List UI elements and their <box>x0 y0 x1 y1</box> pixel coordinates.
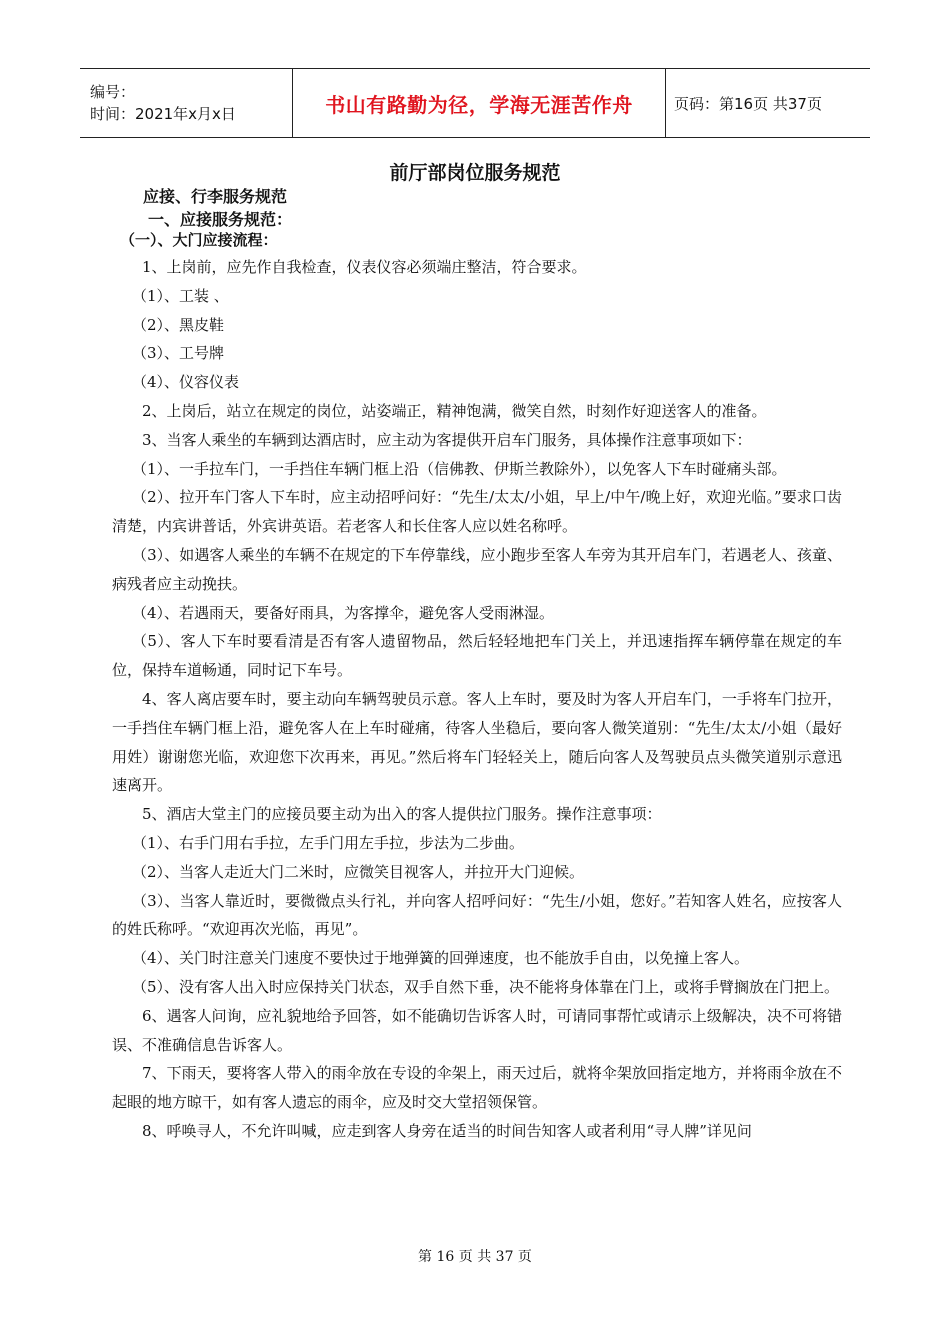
paragraph: （4）、仪容仪表 <box>132 373 240 392</box>
paragraph: （3）、当客人靠近时，要微微点头行礼，并向客人招呼问好：“先生/小姐，您好。”若知客人姓名，应按客人的姓氏称呼。“欢迎再次光临，再见”。 <box>112 891 842 939</box>
page-header <box>80 68 870 138</box>
header-meta <box>80 69 293 137</box>
document-body <box>112 253 842 1146</box>
header-motto: 书山有路勤为径，学海无涯苦作舟 <box>293 69 666 137</box>
paragraph: （5）、客人下车时要看清是否有客人遗留物品，然后轻轻地把车门关上，并迅速指挥车辆停靠在规定的车位，保持车道畅通，同时记下车号。 <box>112 632 842 680</box>
page-footer: 第 16 页 共 37 页 <box>418 1249 532 1265</box>
subsubsection-heading: （一）、大门应接流程： <box>120 231 278 249</box>
paragraph: （1）、一手拉车门，一手挡住车辆门框上沿（信佛教、伊斯兰教除外），以免客人下车时碰痛头部。 <box>132 459 787 478</box>
paragraph: 4、客人离店要车时，要主动向车辆驾驶员示意。客人上车时，要及时为客人开启车门，一手将车门拉开，一手挡住车辆门框上沿，避免客人在上车时碰痛，待客人坐稳后，要向客人微笑道别：“先生/太太/小姐（最好用姓）谢谢您光临，欢迎您下次再来，再见。”然后将车门轻轻关上，随后向客人及驾驶员点头微笑道别示意迅速离开。 <box>112 689 842 795</box>
paragraph: （1）、工装 、 <box>132 286 229 305</box>
section-heading: 应接、行李服务规范 <box>143 187 288 206</box>
paragraph: （2）、黑皮鞋 <box>132 315 225 334</box>
paragraph: 3、当客人乘坐的车辆到达酒店时，应主动为客提供开启车门服务，具体操作注意事项如下： <box>142 430 752 449</box>
paragraph: 8、呼唤寻人，不允许叫喊，应走到客人身旁在适当的时间告知客人或者利用“寻人牌”详见问 <box>142 1121 752 1140</box>
paragraph: （2）、拉开车门客人下车时，应主动招呼问好：“先生/太太/小姐，早上/中午/晚上好，欢迎光临。”要求口齿清楚，内宾讲普话，外宾讲英语。若老客人和长住客人应以姓名称呼。 <box>112 488 842 536</box>
paragraph: （4）、关门时注意关门速度不要快过于地弹簧的回弹速度，也不能放手自由，以免撞上客人。 <box>132 949 750 968</box>
subsection-heading: 一、应接服务规范： <box>148 210 293 229</box>
paragraph: 2、上岗后，站立在规定的岗位，站姿端正，精神饱满，微笑自然，时刻作好迎送客人的准备。 <box>142 401 767 420</box>
paragraph: （5）、没有客人出入时应保持关门状态，双手自然下垂，决不能将身体靠在门上，或将手臂搁放在门把上。 <box>132 977 840 996</box>
paragraph: 5、酒店大堂主门的应接员要主动为出入的客人提供拉门服务。操作注意事项： <box>142 805 662 824</box>
header-page-info: 页码：第16页 共37页 <box>674 94 822 113</box>
document-title: 前厅部岗位服务规范 <box>389 162 561 184</box>
paragraph: （3）、工号牌 <box>132 344 225 363</box>
paragraph: （3）、如遇客人乘坐的车辆不在规定的下车停靠线，应小跑步至客人车旁为其开启车门，若遇老人、孩童、病残者应主动挽扶。 <box>112 545 842 593</box>
paragraph: （1）、右手门用右手拉，左手门用左手拉，步法为二步曲。 <box>132 833 525 852</box>
paragraph: （2）、当客人走近大门二米时，应微笑目视客人，并拉开大门迎候。 <box>132 862 585 881</box>
paragraph: 6、遇客人问询，应礼貌地给予回答，如不能确切告诉客人时，可请同事帮忙或请示上级解决，决不可将错误、不准确信息告诉客人。 <box>112 1006 842 1054</box>
number-label: 编号： <box>90 83 136 101</box>
paragraph: （4）、若遇雨天，要备好雨具，为客撑伞，避免客人受雨淋湿。 <box>132 603 555 622</box>
time-label: 时间：2021年x月x日 <box>90 105 236 123</box>
paragraph: 1、上岗前，应先作自我检查，仪表仪容必须端庄整洁，符合要求。 <box>142 258 587 276</box>
paragraph: 7、下雨天，要将客人带入的雨伞放在专设的伞架上，雨天过后，就将伞架放回指定地方，并将雨伞放在不起眼的地方晾干，如有客人遗忘的雨伞，应及时交大堂招领保管。 <box>112 1064 842 1112</box>
